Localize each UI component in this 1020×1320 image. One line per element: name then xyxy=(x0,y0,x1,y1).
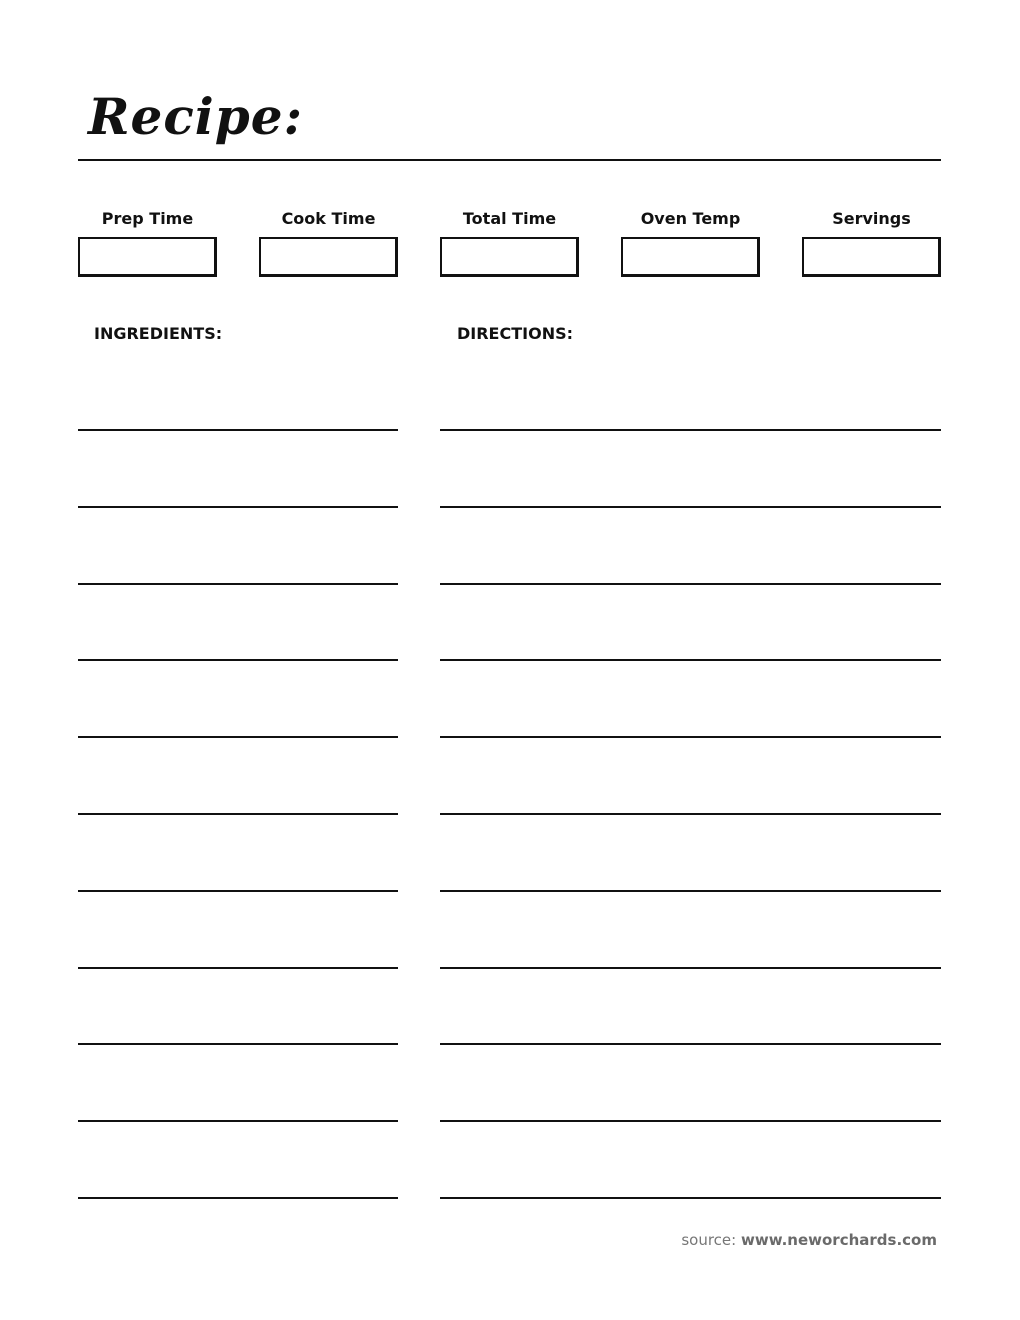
ingredient-line xyxy=(78,736,398,738)
direction-line xyxy=(440,1043,941,1045)
servings-label: Servings xyxy=(832,209,911,228)
ingredient-line xyxy=(78,429,398,431)
ingredient-line xyxy=(78,1120,398,1122)
ingredients-heading: INGREDIENTS: xyxy=(94,324,223,343)
ingredient-line xyxy=(78,967,398,969)
info-total-time xyxy=(440,208,579,230)
info-oven-temp xyxy=(621,208,760,230)
direction-line xyxy=(440,429,941,431)
cook-time-label: Cook Time xyxy=(281,209,376,228)
directions-heading: DIRECTIONS: xyxy=(457,324,574,343)
prep-time-label: Prep Time xyxy=(101,209,194,228)
ingredient-line xyxy=(78,1197,398,1199)
info-prep-time xyxy=(78,208,217,230)
prep-time-box[interactable] xyxy=(78,237,217,277)
direction-line xyxy=(440,583,941,585)
source-credit xyxy=(681,1230,937,1250)
recipe-title: Recipe: xyxy=(88,87,304,146)
ingredient-line xyxy=(78,813,398,815)
direction-line xyxy=(440,1197,941,1199)
ingredient-line xyxy=(78,659,398,661)
direction-line xyxy=(440,659,941,661)
info-servings xyxy=(802,208,941,230)
direction-line xyxy=(440,1120,941,1122)
info-cook-time xyxy=(259,208,398,230)
ingredient-line xyxy=(78,583,398,585)
direction-line xyxy=(440,890,941,892)
direction-line xyxy=(440,506,941,508)
direction-line xyxy=(440,813,941,815)
ingredient-line xyxy=(78,1043,398,1045)
ingredient-line xyxy=(78,506,398,508)
source-url[interactable]: www.neworchards.com xyxy=(740,1231,937,1249)
source-prefix: source: xyxy=(681,1231,741,1249)
ingredient-line xyxy=(78,890,398,892)
total-time-label: Total Time xyxy=(462,209,557,228)
total-time-box[interactable] xyxy=(440,237,579,277)
oven-temp-box[interactable] xyxy=(621,237,760,277)
title-underline xyxy=(78,159,941,161)
oven-temp-label: Oven Temp xyxy=(640,209,741,228)
direction-line xyxy=(440,736,941,738)
servings-box[interactable] xyxy=(802,237,941,277)
cook-time-box[interactable] xyxy=(259,237,398,277)
direction-line xyxy=(440,967,941,969)
